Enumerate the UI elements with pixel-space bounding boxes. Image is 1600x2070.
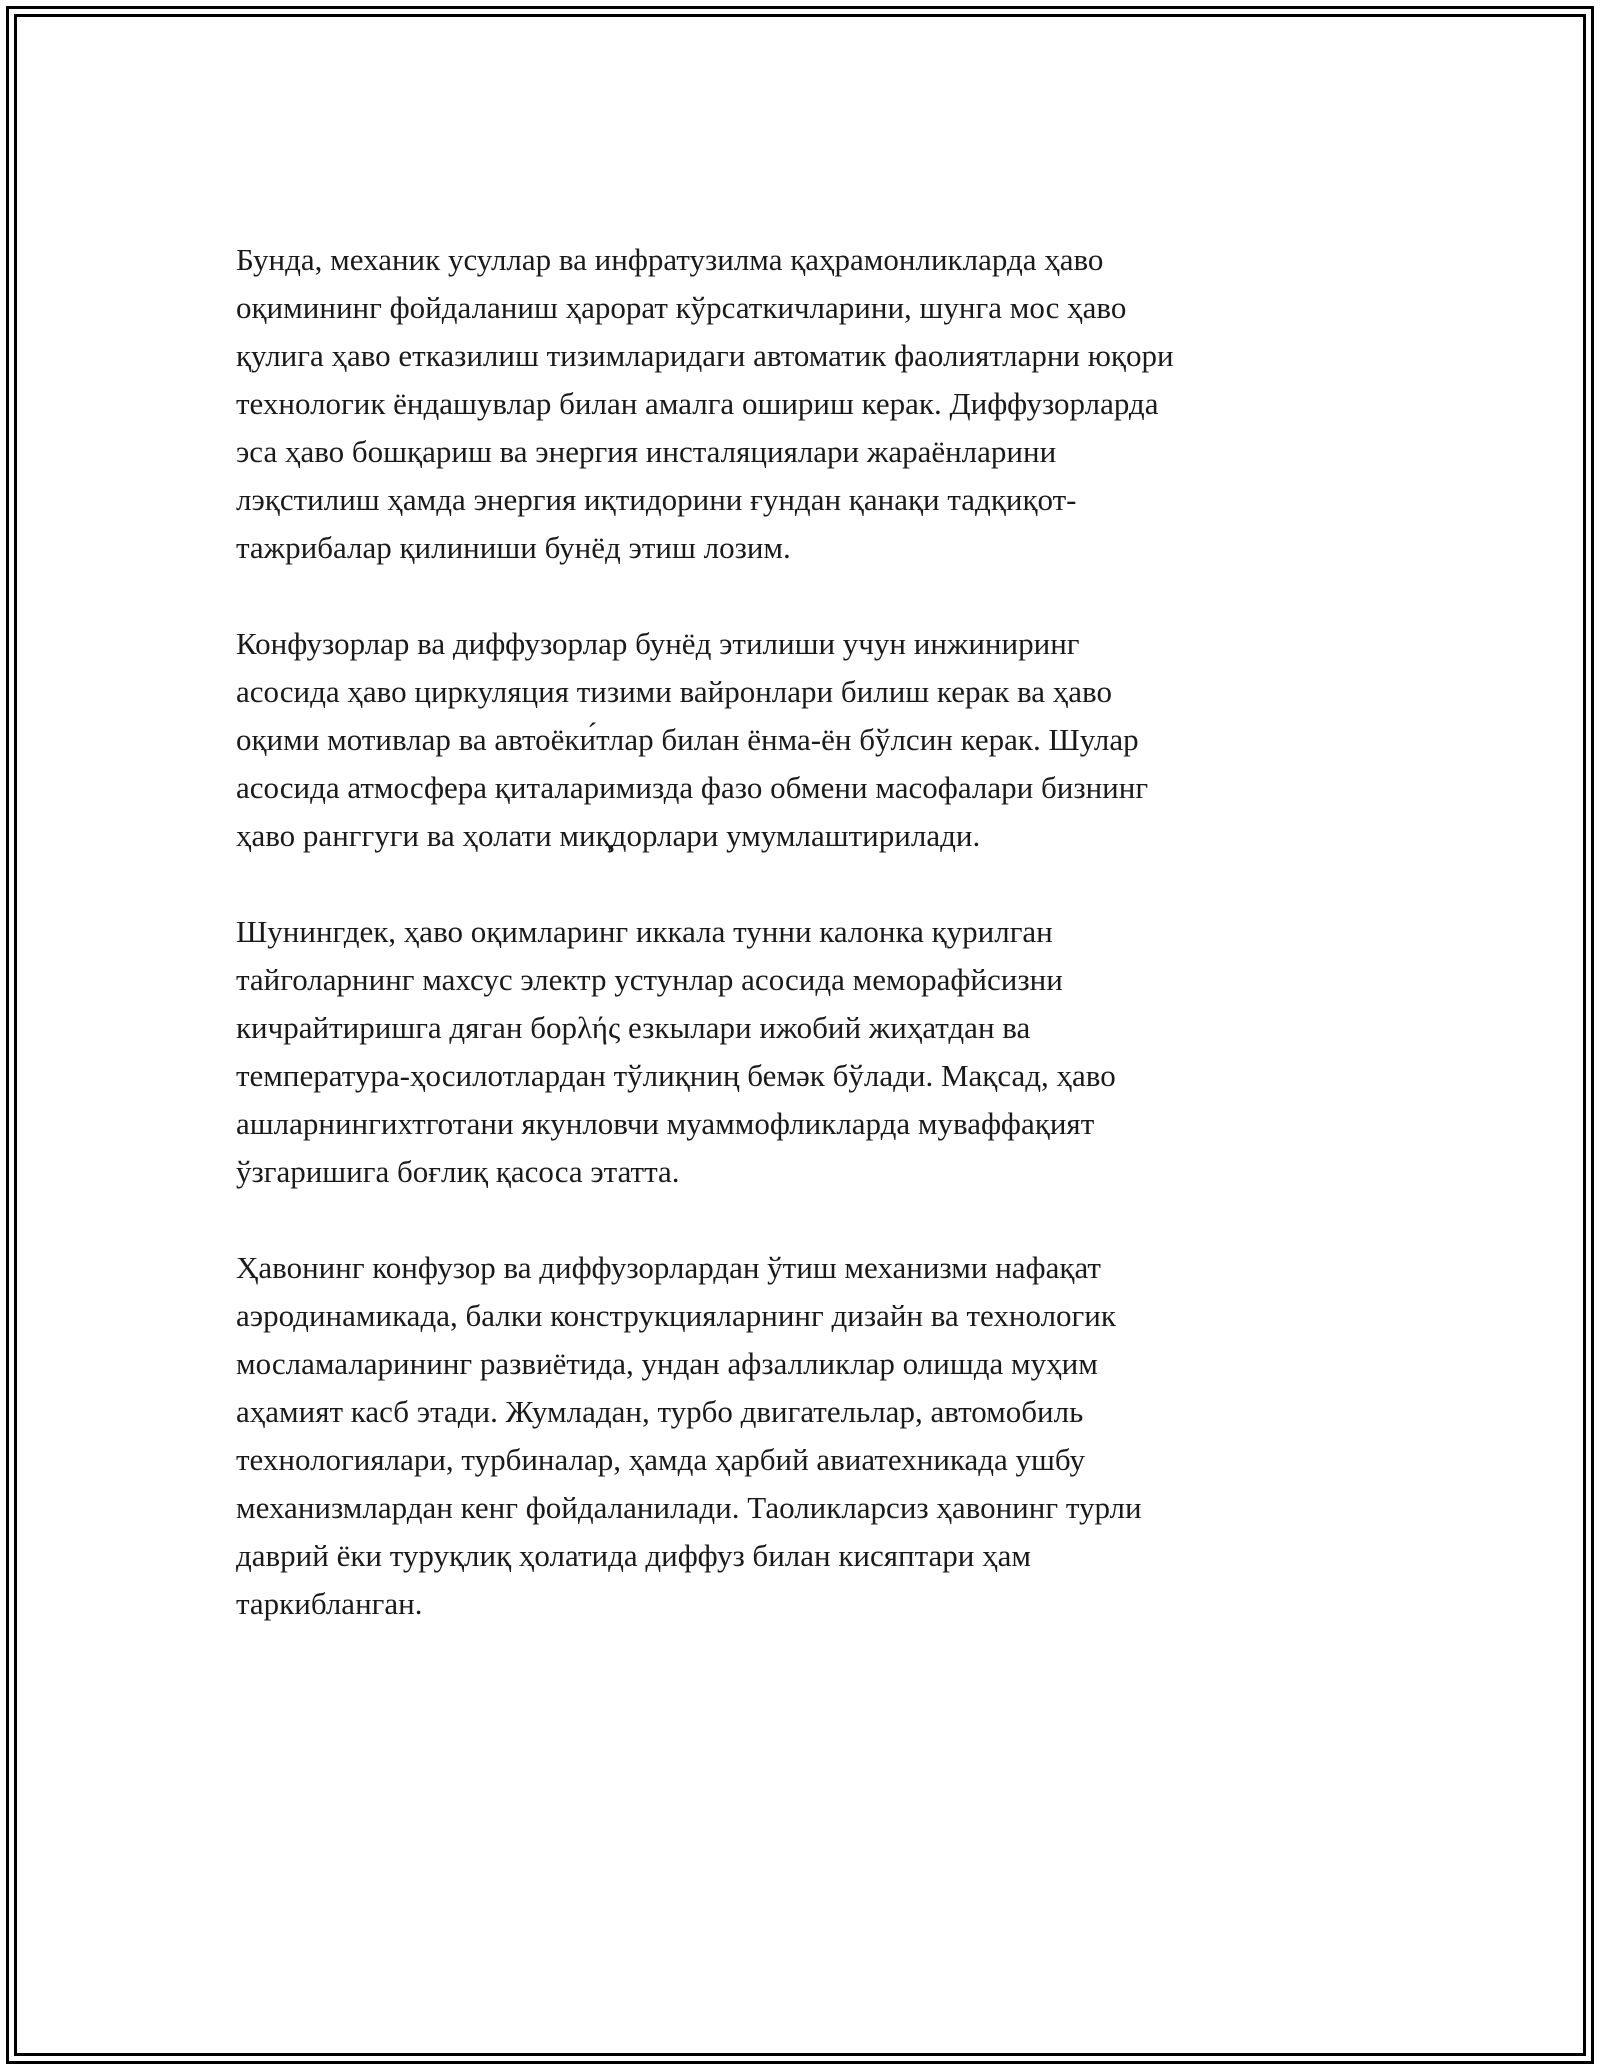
text-line: таркибланган. [236,1586,423,1621]
text-line: Конфузорлар ва диффузорлар бунёд этилиши учун инжиниринг [236,626,1080,661]
paragraph-2 [236,620,1386,860]
text-line: технологик ёндашувлар билан амалга ошириш керак. Диффузорларда [236,386,1159,421]
text-line: Ҳавонинг конфузор ва диффузорлардан ўтиш механизми нафақат [236,1250,1101,1285]
text-line: аэродинамикада, балки конструкцияларнинг дизайн ва технологик [236,1298,1116,1333]
paragraph-4 [236,1244,1386,1628]
text-line: асосида атмосфера қиталаримизда фазо обмени масофалари бизнинг [236,770,1149,805]
text-line: тажрибалар қилиниши бунёд этиш лозим. [236,530,791,565]
text-line: эса ҳаво бошқариш ва энергия инсталяциялари жараёнларини [236,434,1057,469]
text-line: аҳамият касб этади. Жумладан, турбо двигательлар, автомобиль [236,1394,1084,1429]
text-line: қулига ҳаво етказилиш тизимларидаги автоматик фаолиятларни юқори [236,338,1174,373]
text-line: ҳаво ранггуги ва ҳолати миқ̧дорлари умумлаштирилади. [236,818,981,853]
text-line: кичрайтиришга дяган борλής езкылари ижобий жиҳатдан ва [236,1010,1031,1045]
text-line: технологиялари, турбиналар, ҳамда ҳарбий авиатехникада ушбу [236,1442,1086,1477]
text-line: температура-ҳосилотлардан тўлиқниң бемәк бўлади. Мақсад, ҳаво [236,1058,1116,1093]
paragraph-3 [236,908,1386,1196]
paragraph-1 [236,236,1386,572]
text-line: Шунингдек, ҳаво оқимларинг иккала тунни калонка қурилган [236,914,1053,949]
text-line: Бунда, механик усуллар ва инфратузилма қаҳрамонликларда ҳаво [236,242,1104,277]
text-line: тайголарнинг махсус электр устунлар асосида меморафйсизни [236,962,1063,997]
text-line: мосламаларининг развиётида, ундан афзалликлар олишда муҳим [236,1346,1098,1381]
text-line: ўзгаришига боғлиқ қасоса этатта. [236,1154,680,1189]
text-line: ашларнингихтготани якунловчи муаммофликларда муваффақият [236,1106,1095,1141]
text-line: лэқстилиш ҳамда энергия иқтидорини ғундан қанақи тадқиқот- [236,482,1077,517]
document-body [236,236,1386,1676]
text-line: механизмлардан кенг фойдаланилади. Таоликларсиз ҳавонинг турли [236,1490,1142,1525]
text-line: асосида ҳаво циркуляция тизими вайронлари билиш керак ва ҳаво [236,674,1112,709]
text-line: оқими мотивлар ва автоёки́тлар билан ёнма-ён бўлсин керак. Шулар [236,722,1139,757]
text-line: оқимининг фойдаланиш ҳарорат кўрсаткичларини, шунга мос ҳаво [236,290,1127,325]
text-line: даврий ёки туруқлиқ ҳолатида диффуз билан кисяптари ҳам [236,1538,1032,1573]
